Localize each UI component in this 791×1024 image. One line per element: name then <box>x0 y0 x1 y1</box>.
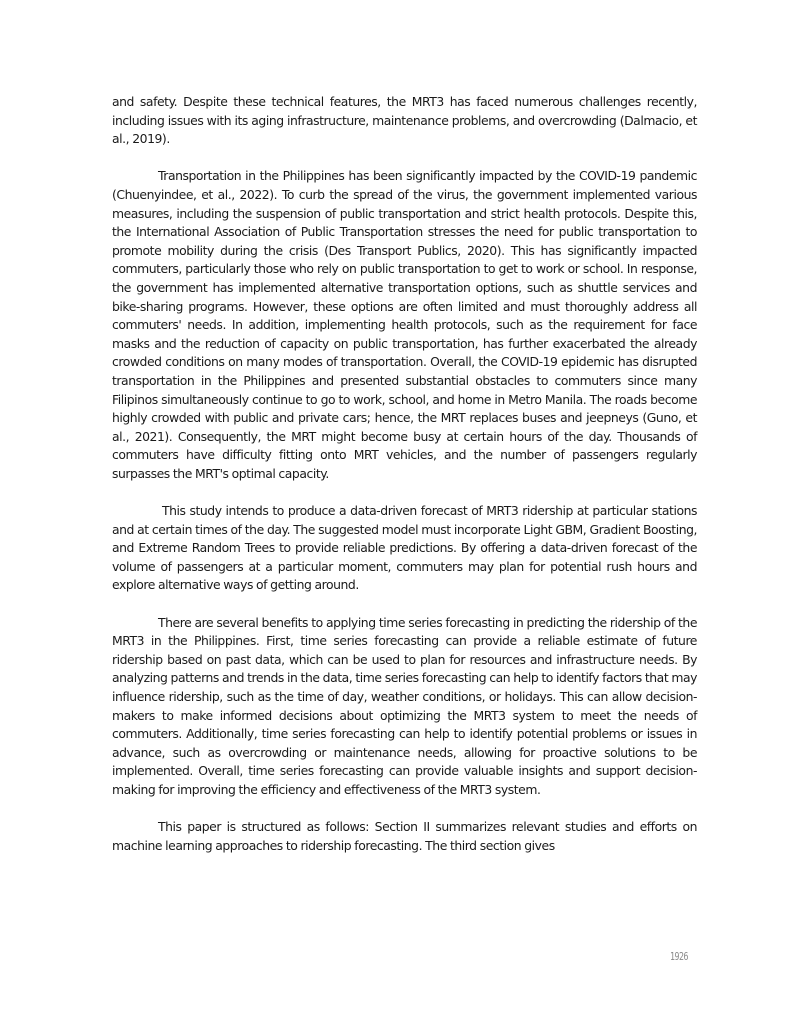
paragraph-continuation: and safety. Despite these technical features, the MRT3 has faced numerous challenges recently, including issues with its aging infrastructure, maintenance problems, and overcrowding (Dalmacio, et al., 2019). <box>112 94 697 147</box>
paragraph-study-intent: This study intends to produce a data-driven forecast of MRT3 ridership at particular stations and at certain times of the day. The suggested model must incorporate Light GBM, Gradient Boosting, and Extreme Random Trees to provide reliable predictions. By offering a data-driven forecast of the volume of passengers at a particular moment, commuters may plan for potential rush hours and explore alternative ways of getting around. <box>112 503 697 593</box>
paragraph-forecasting-benefits: There are several benefits to applying time series forecasting in predicting the ridership of the MRT3 in the Philippines. First, time series forecasting can provide a reliable estimate of future ridership based on past data, which can be used to plan for resources and infrastructure needs. By analyzing patterns and trends in the data, time series forecasting can help to identify factors that may influence ridership, such as the time of day, weather conditions, or holidays. This can allow decision-makers to make informed decisions about optimizing the MRT3 system to meet the needs of commuters. Additionally, time series forecasting can help to identify potential problems or issues in advance, such as overcrowding or maintenance needs, allowing for proactive solutions to be implemented. Overall, time series forecasting can provide valuable insights and support decision-making for improving the efficiency and effectiveness of the MRT3 system. <box>112 614 697 797</box>
paragraph-paper-structure: This paper is structured as follows: Section II summarizes relevant studies and efforts on machine learning approaches to ridership forecasting. The third section gives <box>112 819 697 853</box>
document-body <box>112 93 697 874</box>
paragraph-covid-impact: Transportation in the Philippines has been significantly impacted by the COVID-19 pandemic (Chuenyindee, et al., 2022). To curb the spread of the virus, the government implemented various measures, including the suspension of public transportation and strict health protocols. Despite this, the International Association of Public Transportation stresses the need for public transportation to promote mobility during the crisis (Des Transport Publics, 2020). This has significantly impacted commuters, particularly those who rely on public transportation to get to work or school. In response, the government has implemented alternative transportation options, such as shuttle services and bike-sharing programs. However, these options are often limited and must thoroughly address all commuters' needs. In addition, implementing health protocols, such as the requirement for face masks and the reduction of capacity on public transportation, has further exacerbated the already crowded conditions on many modes of transportation. Overall, the COVID-19 epidemic has disrupted transportation in the Philippines and presented substantial obstacles to commuters since many Filipinos simultaneously continue to go to work, school, and home in Metro Manila. The roads become highly crowded with public and private cars; hence, the MRT replaces buses and jeepneys (Guno, et al., 2021). Consequently, the MRT might become busy at certain hours of the day. Thousands of commuters have difficulty fitting onto MRT vehicles, and the number of passengers regularly surpasses the MRT's optimal capacity. <box>112 168 697 481</box>
page-number: 1926 <box>670 950 689 963</box>
